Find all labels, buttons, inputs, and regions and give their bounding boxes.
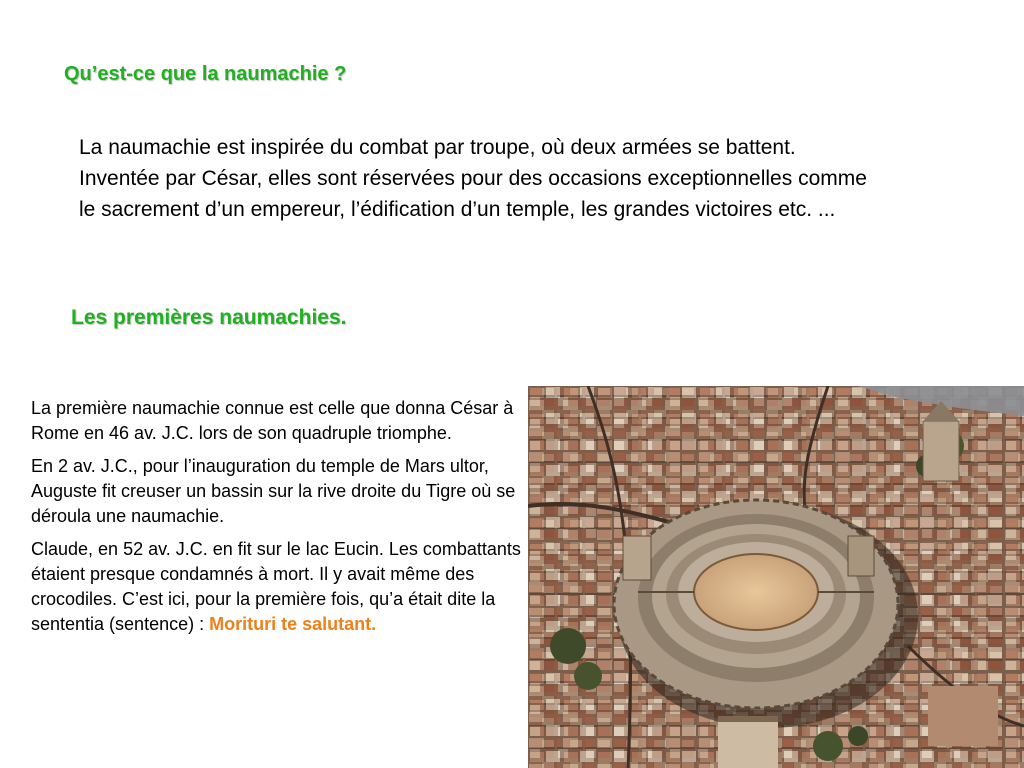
history-text-block <box>31 396 525 645</box>
arena-photo-illustration <box>528 386 1024 768</box>
paragraph-claude-text: Claude, en 52 av. J.C. en fit sur le lac Eucin. Les combattants étaient presque condamnés à mort. Il y avait même des crocodiles. C’est ici, pour la première fois, qu’a était dite la sententia (sentence) : <box>31 539 521 634</box>
section-heading: Les premières naumachies. <box>71 306 347 329</box>
arena-aerial-photo <box>528 386 1024 768</box>
main-heading: Qu’est-ce que la naumachie ? <box>64 63 347 85</box>
paragraph-claude <box>31 537 525 637</box>
paragraph-auguste: En 2 av. J.C., pour l’inauguration du temple de Mars ultor, Auguste fit creuser un bassin sur la rive droite du Tigre où se déroula une naumachie. <box>31 456 516 526</box>
paragraph-cesar: La première naumachie connue est celle que donna César à Rome en 46 av. J.C. lors de son quadruple triomphe. <box>31 398 514 443</box>
intro-paragraph: La naumachie est inspirée du combat par troupe, où deux armées se battent. Inventée par César, elles sont réservées pour des occasions exceptionnelles comme le sacrement d’un empereur, l’édification d’un temple, les grandes victoires etc. ... <box>79 136 867 221</box>
latin-quote: Morituri te salutant. <box>209 614 377 634</box>
